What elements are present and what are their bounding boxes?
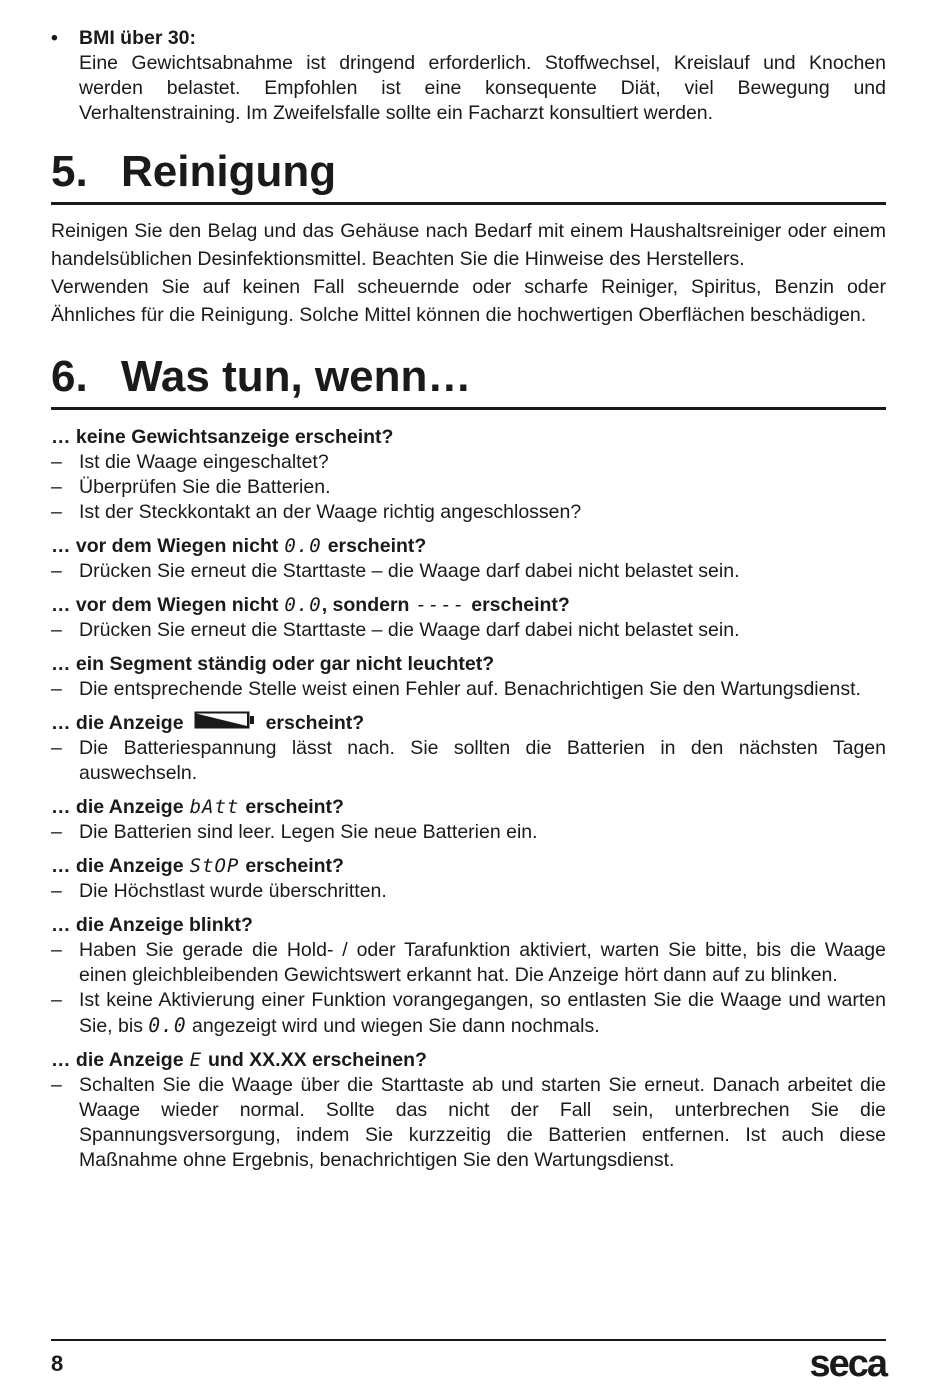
display-readout: 0.0 xyxy=(148,1014,187,1037)
answer-item: – Schalten Sie die Waage über die Starttaste ab und starten Sie erneut. Danach arbeitet die Waage wieder normal. Sollte das nicht der Fall sein, unterbrechen Sie die Spannungsversorgung, indem Sie kurzzeitig die Batterien entfernen. Ist auch diese Maßnahme ohne Ergebnis, benachrichtigen Sie den Wartungsdienst. xyxy=(51,1074,886,1171)
page-content xyxy=(51,26,886,1173)
answer-item: – Ist keine Aktivierung einer Funktion vorangegangen, so entlasten Sie die Waage und warten Sie, bis 0.0 angezeigt wird und wiegen Sie dann nochmals. xyxy=(51,989,886,1037)
section-title: Was tun, wenn… xyxy=(121,352,472,401)
paragraph: Verwenden Sie auf keinen Fall scheuernde oder scharfe Reiniger, Spiritus, Benzin oder Ähnliches für die Reinigung. Solche Mittel können die hochwertigen Oberflächen beschädigen. xyxy=(51,276,886,326)
answer-item: – Die Höchstlast wurde überschritten. xyxy=(51,880,387,902)
question-heading: … ein Segment ständig oder gar nicht leuchtet? xyxy=(51,653,495,675)
brand-logo: seca xyxy=(809,1343,886,1385)
question-heading: … die Anzeige StOP erscheint? xyxy=(51,855,344,877)
answer-item: – Die Batterien sind leer. Legen Sie neue Batterien ein. xyxy=(51,821,538,843)
question-heading: … keine Gewichtsanzeige erscheint? xyxy=(51,426,394,448)
answer-item: – Haben Sie gerade die Hold- / oder Tarafunktion aktiviert, warten Sie bitte, bis die Waage einen gleichbleibenden Gewichtswert erkannt hat. Die Anzeige hört dann auf zu blinken. xyxy=(51,939,886,986)
answer-item: – Die entsprechende Stelle weist einen Fehler auf. Benachrichtigen Sie den Wartungsdienst. xyxy=(51,678,861,700)
question-heading: … die Anzeige E und XX.XX erscheinen? xyxy=(51,1049,427,1071)
section-number: 6. xyxy=(51,352,88,401)
bmi-bullet xyxy=(51,26,886,126)
answer-item: – Ist die Waage eingeschaltet? xyxy=(51,451,329,473)
display-readout: ---- xyxy=(415,594,466,616)
paragraph: Reinigen Sie den Belag und das Gehäuse nach Bedarf mit einem Haushaltsreiniger oder einem handelsüblichen Desinfektionsmittel. Beachten Sie die Hinweise des Herstellers. xyxy=(51,220,886,270)
display-readout: StOP xyxy=(189,855,240,877)
answer-item: – Drücken Sie erneut die Starttaste – die Waage darf dabei nicht belastet sein. xyxy=(51,560,740,582)
display-readout: E xyxy=(189,1049,203,1071)
section-number: 5. xyxy=(51,147,88,196)
troubleshooting-list xyxy=(51,424,886,1173)
answer-item: – Die Batteriespannung lässt nach. Sie sollten die Batterien in den nächsten Tagen auswechseln. xyxy=(51,737,886,784)
display-readout: 0.0 xyxy=(284,535,322,557)
reinigung-text xyxy=(51,217,886,329)
display-readout: 0.0 xyxy=(284,594,322,616)
page-footer xyxy=(51,1339,886,1385)
question-heading: … vor dem Wiegen nicht 0.0 , sondern ---- erscheint? xyxy=(51,594,570,616)
answer-item: – Drücken Sie erneut die Starttaste – die Waage darf dabei nicht belastet sein. xyxy=(51,619,740,641)
answer-item: – Ist der Steckkontakt an der Waage richtig angeschlossen? xyxy=(51,501,582,523)
bullet-text: Eine Gewichtsabnahme ist dringend erforderlich. Stoffwechsel, Kreislauf und Knochen werden belastet. Empfohlen ist eine konsequente Diät, viel Bewegung und Verhaltenstraining. Im Zweifelsfalle sollte ein Facharzt konsultiert werden. xyxy=(79,52,886,124)
section-heading-was-tun xyxy=(51,351,886,410)
display-readout: bAtt xyxy=(189,796,240,818)
question-heading: … die Anzeige blinkt? xyxy=(51,914,253,936)
question-heading: … die Anzeige erscheint? xyxy=(51,712,365,734)
bullet-mark: • xyxy=(51,27,58,49)
page-number: 8 xyxy=(51,1351,64,1376)
section-heading-reinigung xyxy=(51,146,886,205)
section-title: Reinigung xyxy=(121,147,337,196)
answer-item: – Überprüfen Sie die Batterien. xyxy=(51,476,331,498)
bullet-title: BMI über 30: xyxy=(79,27,197,49)
question-heading: … vor dem Wiegen nicht 0.0 erscheint? xyxy=(51,535,427,557)
battery-low-icon xyxy=(194,710,254,736)
question-heading: … die Anzeige bAtt erscheint? xyxy=(51,796,344,818)
